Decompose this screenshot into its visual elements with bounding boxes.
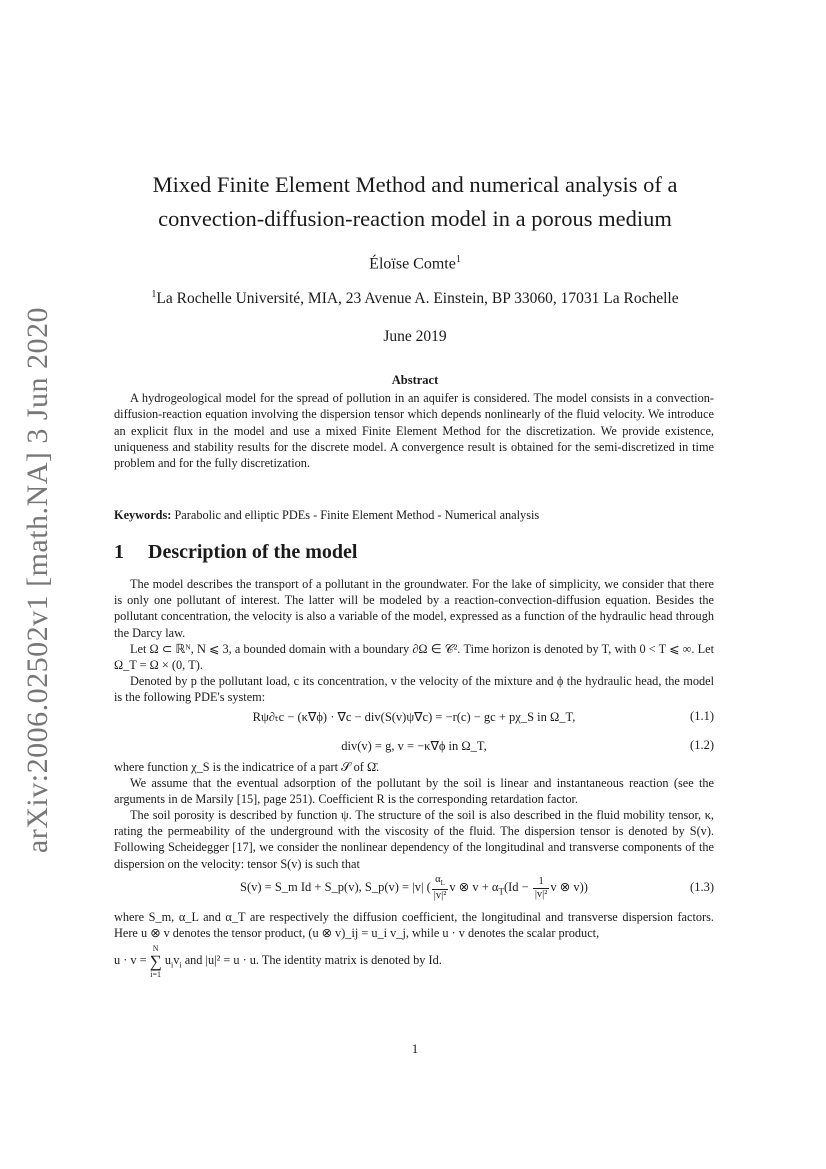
equation-1-1-tag: (1.1) xyxy=(690,709,714,723)
scalar-product-tail: and |u|² = u · u. The identity matrix is denoted by Id. xyxy=(184,953,442,967)
paragraph-intro: The model describes the transport of a pollutant in the groundwater. For the lake of simplicity, we consider that there is only one pollutant of interest. The latter will be modeled by a reaction-convection-diffusion equation. Besides the pollutant concentration, the velocity is also a variable of the model, expressed as a function of the hydraulic head through the Darcy law. xyxy=(114,577,714,640)
equation-1-2 xyxy=(114,738,714,756)
equation-1-2-body: div(v) = g, v = −κ∇ϕ in Ω_T, xyxy=(341,739,487,753)
paragraph-indicatrice: where function χ_S is the indicatrice of a part 𝒮 of Ω̄. xyxy=(114,760,380,774)
section-number: 1 xyxy=(114,541,124,563)
equation-1-3-tag: (1.3) xyxy=(690,880,714,894)
keywords-text: Parabolic and elliptic PDEs - Finite Element Method - Numerical analysis xyxy=(174,508,540,522)
author-affil-mark: 1 xyxy=(455,254,461,265)
paragraph-scalar-product xyxy=(114,943,714,982)
scalar-product-formula: u · v = N ∑ i=1 $u_iv_i$ xyxy=(114,943,182,979)
paper-date: June 2019 xyxy=(383,328,447,345)
title-line-1: Mixed Finite Element Method and numerical analysis of a xyxy=(152,172,678,197)
arxiv-sidebar xyxy=(8,306,68,854)
equation-1-1 xyxy=(114,709,714,727)
equation-1-1-body: Rψ∂ₜc − (κ∇ϕ) · ∇c − div(S(v)ψ∇c) = −r(c) − gc + pχ_S in Ω_T, xyxy=(252,710,576,724)
equation-1-3-lhs: S(v) = S_m Id + S_p(v), S_p(v) = |v| ( xyxy=(240,880,431,894)
equation-1-3-body: S(v) = S_m Id + S_p(v), S_p(v) = |v| ( $\frac{\alpha_L}{\text{|v|²}}$ v ⊗ $v + \alpha_T(Id$ − $\frac{1}{\text{|v|²}}$ v ⊗ v)) xyxy=(240,874,588,902)
paragraph-porosity: The soil porosity is described by function ψ. The structure of the soil is also described in the fluid mobility tensor, κ, rating the permeability of the underground with the viscosity of the fluid. The dispersion tensor is denoted by S(v). Following Scheidegger [17], we consider the nonlinear dependency of the longitudinal and transverse components of the dispersion on the velocity: tensor S(v) is such that xyxy=(114,808,714,871)
title-line-2: convection-diffusion-reaction model in a porous medium xyxy=(158,206,672,231)
section-heading xyxy=(114,541,357,564)
paragraph-coefficients: where S_m, α_L and α_T are respectively the diffusion coefficient, the longitudinal and transverse dispersion factors. Here u ⊗ v denotes the tensor product, (u ⊗ v)_ij = u_i v_j, while u · v denotes the scalar product, xyxy=(114,910,714,941)
arxiv-identifier: arXiv:2006.02502v1 [math.NA] 3 Jun 2020 xyxy=(21,306,54,854)
sum-symbol: N ∑ i=1 xyxy=(149,943,162,979)
section-title: Description of the model xyxy=(148,541,358,563)
affiliation-mark: 1 xyxy=(151,289,157,300)
equation-1-2-tag: (1.2) xyxy=(690,738,714,752)
paragraph-variables: Denoted by p the pollutant load, c its concentration, v the velocity of the mixture and ϕ the hydraulic head, the model is the following PDE's system: xyxy=(114,674,714,705)
equation-1-3 xyxy=(114,872,714,902)
fraction-alpha-l: $\frac{\alpha_L}{\text{|v|²}}$ xyxy=(433,874,447,902)
keywords-label: Keywords: xyxy=(114,508,172,522)
author-name: Éloïse Comte xyxy=(369,255,456,273)
paper-title xyxy=(100,168,730,236)
page-number: 1 xyxy=(411,1041,419,1056)
keywords xyxy=(114,508,714,523)
abstract-body: A hydrogeological model for the spread of pollution in an aquifer is considered. The model consists in a convection-diffusion-reaction equation involving the dispersion tensor which depends nonlinearly of the fluid velocity. We introduce an explicit flux in the model and use a mixed Finite Element Method for the discretization. We provide existence, uniqueness and stability results for the discrete model. A convergence result is obtained for the semi-discretized in time problem and for the fully discretization. xyxy=(114,391,714,471)
affiliation-text: La Rochelle Université, MIA, 23 Avenue A. Einstein, BP 33060, 17031 La Rochelle xyxy=(156,290,679,308)
fraction-one-over-v: $\frac{1}{\text{|v|²}}$ xyxy=(534,875,548,900)
paragraph-adsorption: We assume that the eventual adsorption of the pollutant by the soil is linear and instantaneous reaction (see the arguments in de Marsily [15], page 251). Coefficient R is the corresponding retardation factor. xyxy=(114,776,714,807)
affiliation xyxy=(100,289,730,308)
paragraph-domain: Let Ω ⊂ ℝᴺ, N ⩽ 3, a bounded domain with a boundary ∂Ω ∈ 𝒞². Time horizon is denoted by T, with 0 < T ⩽ ∞. Let Ω_T = Ω × (0, T). xyxy=(114,642,714,673)
abstract-heading: Abstract xyxy=(391,373,439,387)
author xyxy=(100,254,730,273)
